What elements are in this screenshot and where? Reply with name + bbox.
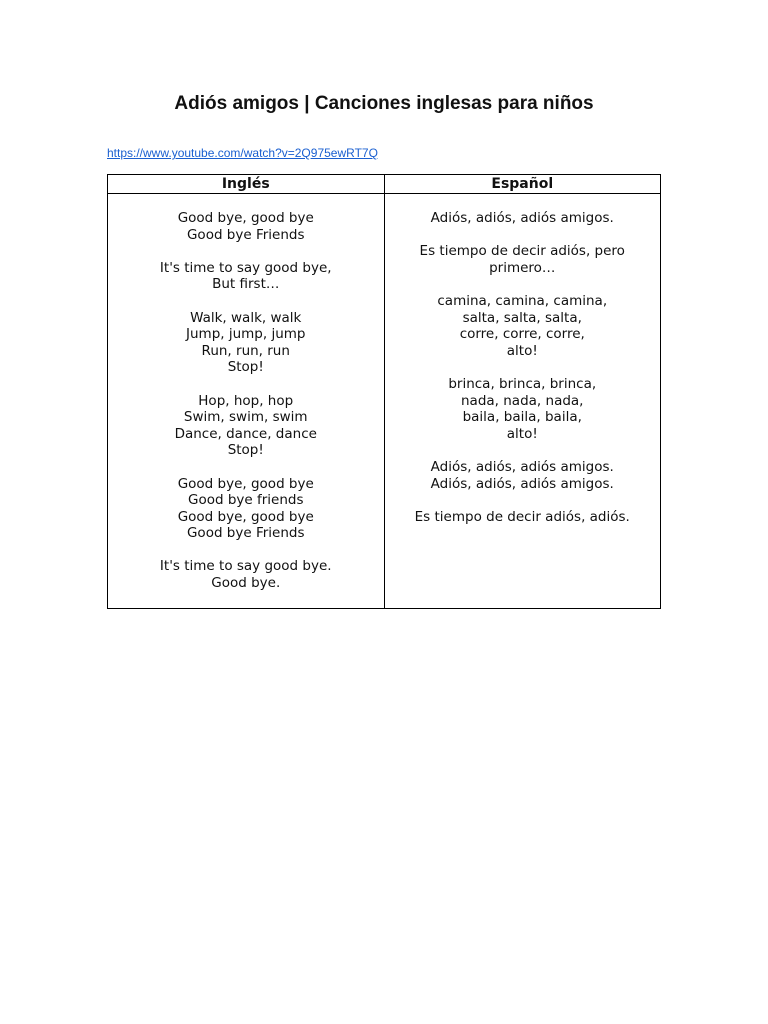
spanish-stanza bbox=[385, 243, 661, 276]
english-lyric-line: Good bye Friends bbox=[186, 525, 305, 542]
english-lyric-line: Good bye. bbox=[211, 575, 281, 592]
english-lyric-line: Run, run, run bbox=[201, 342, 290, 359]
english-lyric-line: Hop, hop, hop bbox=[198, 392, 294, 409]
english-lyric-line: But first… bbox=[212, 276, 280, 293]
table-header-row bbox=[108, 175, 661, 194]
english-lyric-line: Good bye Friends bbox=[186, 226, 305, 243]
english-lyric-line: It's time to say good bye. bbox=[159, 558, 332, 575]
table-row bbox=[108, 194, 661, 609]
spanish-lyric-line: Adiós, adiós, adiós amigos. bbox=[430, 210, 614, 226]
english-lyric-line: It's time to say good bye, bbox=[159, 259, 332, 276]
spanish-lyric-line: corre, corre, corre, bbox=[459, 326, 585, 343]
english-lyric-line: Stop! bbox=[227, 359, 264, 376]
spanish-lyric-line: salta, salta, salta, bbox=[462, 309, 582, 326]
english-stanza bbox=[108, 558, 384, 591]
english-lyric-line: Good bye, good bye bbox=[177, 210, 314, 226]
spanish-lyric-line: Es tiempo de decir adiós, adiós. bbox=[414, 508, 630, 525]
spanish-lyric-line: alto! bbox=[506, 342, 538, 359]
spanish-lyric-line: camina, camina, camina, bbox=[437, 292, 608, 309]
spanish-lyric-line: alto! bbox=[506, 425, 538, 442]
spanish-stanza bbox=[385, 210, 661, 227]
english-stanza bbox=[108, 310, 384, 376]
english-lyric-line: Jump, jump, jump bbox=[186, 326, 306, 343]
english-lyric-line: Dance, dance, dance bbox=[174, 425, 317, 442]
english-lyric-line: Walk, walk, walk bbox=[190, 309, 302, 326]
english-stanza bbox=[108, 393, 384, 459]
lyrics-table bbox=[107, 174, 661, 609]
english-stanza bbox=[108, 260, 384, 293]
spanish-lyric-line: nada, nada, nada, bbox=[461, 392, 584, 409]
english-lyric-line: Swim, swim, swim bbox=[183, 409, 308, 426]
column-header-english: Inglés bbox=[108, 175, 385, 194]
spanish-lyrics-cell bbox=[384, 194, 661, 609]
spanish-stanza bbox=[385, 376, 661, 442]
english-stanza bbox=[108, 476, 384, 542]
english-lyric-line: Good bye, good bye bbox=[177, 475, 314, 492]
column-header-spanish: Español bbox=[384, 175, 661, 194]
spanish-lyric-line: baila, baila, baila, bbox=[462, 409, 582, 426]
spanish-stanza bbox=[385, 509, 661, 526]
spanish-lyric-line: primero… bbox=[489, 259, 556, 276]
spanish-lyric-line: Adiós, adiós, adiós amigos. bbox=[430, 475, 614, 492]
english-lyric-line: Good bye friends bbox=[187, 492, 304, 509]
english-lyrics-cell bbox=[108, 194, 385, 609]
page-title: Adiós amigos | Canciones inglesas para niños bbox=[174, 93, 594, 114]
english-lyric-line: Good bye, good bye bbox=[177, 508, 314, 525]
spanish-stanza bbox=[385, 459, 661, 492]
spanish-lyric-line: Adiós, adiós, adiós amigos. bbox=[430, 458, 614, 475]
youtube-link[interactable]: https://www.youtube.com/watch?v=2Q975ewRT7Q bbox=[107, 146, 378, 160]
spanish-lyric-line: brinca, brinca, brinca, bbox=[448, 375, 597, 392]
english-stanza bbox=[108, 210, 384, 243]
spanish-lyric-line: Es tiempo de decir adiós, pero bbox=[419, 243, 625, 260]
english-lyric-line: Stop! bbox=[227, 442, 264, 459]
spanish-stanza bbox=[385, 293, 661, 359]
